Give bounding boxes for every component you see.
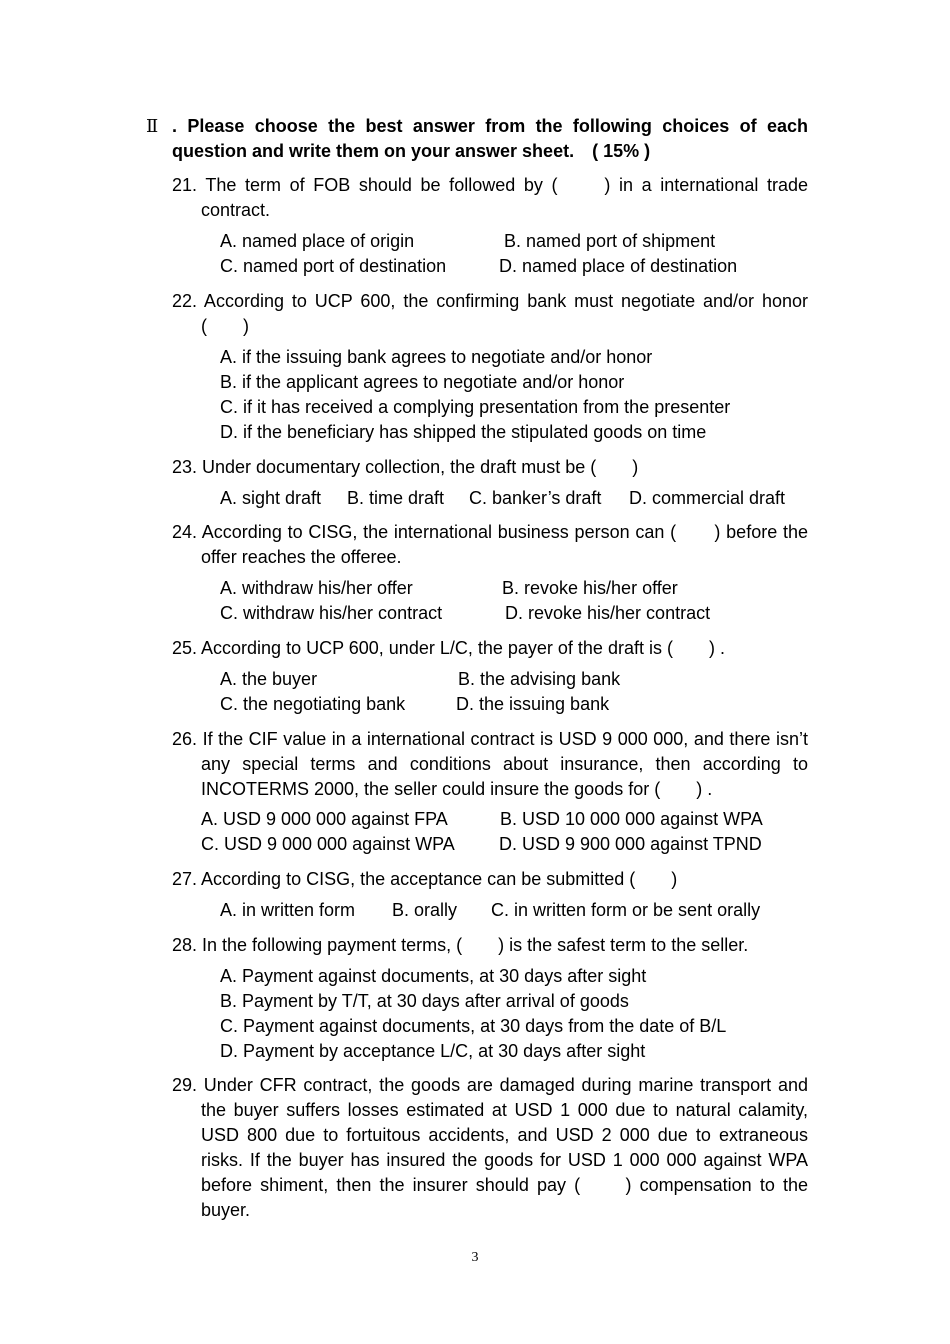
option-d: D. Payment by acceptance L/C, at 30 days after sight (220, 1041, 646, 1061)
question-29 (172, 1073, 808, 1223)
question-25 (172, 636, 808, 661)
option-a: A. if the issuing bank agrees to negotiate and/or honor (220, 347, 653, 367)
option-a: A. USD 9 000 000 against FPA (201, 809, 448, 829)
section-instructions: . Please choose the best answer from the following choices of each question and write them on your answer sheet. ( 15% ) (172, 116, 808, 161)
question-stem: 21. The term of FOB should be followed by ( ) in a international trade contract. (172, 175, 808, 220)
option-c: C. banker’s draft (469, 488, 602, 508)
option-c: C. USD 9 000 000 against WPA (201, 834, 455, 854)
option-a: A. named place of origin (220, 231, 415, 251)
option-c: C. the negotiating bank (220, 694, 406, 714)
question-stem: 24. According to CISG, the international business person can ( ) before the offer reaches the offeree. (172, 522, 808, 567)
question-stem: 28. In the following payment terms, ( ) is the safest term to the seller. (172, 935, 749, 955)
option-b: B. the advising bank (458, 669, 621, 689)
option-d: D. commercial draft (629, 488, 786, 508)
section-roman-numeral: Ⅱ (146, 116, 159, 137)
question-stem: 26. If the CIF value in a international contract is USD 9 000 000, and there isn’t any special terms and conditions about insurance, then according to INCOTERMS 2000, the seller could insure the goods for ( ) . (172, 729, 808, 799)
question-27 (172, 867, 808, 892)
option-d: D. revoke his/her contract (505, 603, 711, 623)
question-stem: 25. According to UCP 600, under L/C, the payer of the draft is ( ) . (172, 638, 725, 658)
option-b: B. named port of shipment (504, 231, 716, 251)
option-b: B. orally (392, 900, 458, 920)
option-b: B. Payment by T/T, at 30 days after arrival of goods (220, 991, 629, 1011)
option-c: C. Payment against documents, at 30 days from the date of B/L (220, 1016, 727, 1036)
question-24 (172, 520, 808, 570)
question-26 (172, 727, 808, 802)
question-23 (172, 455, 808, 480)
option-c: C. named port of destination (220, 256, 447, 276)
option-b: B. if the applicant agrees to negotiate and/or honor (220, 372, 625, 392)
option-d: D. named place of destination (499, 256, 738, 276)
option-a: A. withdraw his/her offer (220, 578, 413, 598)
question-stem: 23. Under documentary collection, the draft must be ( ) (172, 457, 639, 477)
option-a: A. the buyer (220, 669, 318, 689)
option-d: D. the issuing bank (456, 694, 610, 714)
option-d: D. if the beneficiary has shipped the stipulated goods on time (220, 422, 707, 442)
question-stem: 22. According to UCP 600, the confirming bank must negotiate and/or honor ( ) (172, 291, 808, 336)
option-c: C. in written form or be sent orally (491, 900, 761, 920)
question-stem: 27. According to CISG, the acceptance can be submitted ( ) (172, 869, 678, 889)
question-28 (172, 933, 808, 958)
option-b: B. revoke his/her offer (502, 578, 678, 598)
question-stem: 29. Under CFR contract, the goods are damaged during marine transport and the buyer suffers losses estimated at USD 1 000 due to natural calamity, USD 800 due to fortuitous accidents, and USD 2 000 due to extraneous risks. If the buyer has insured the goods for USD 1 000 000 against WPA before shiment, then the insurer should pay ( ) compensation to the buyer. (172, 1075, 808, 1220)
option-a: A. Payment against documents, at 30 days after sight (220, 966, 647, 986)
option-a: A. in written form (220, 900, 356, 920)
option-b: B. time draft (347, 488, 445, 508)
section-heading (146, 114, 808, 164)
question-22 (172, 289, 808, 339)
option-b: B. USD 10 000 000 against WPA (500, 809, 763, 829)
option-c: C. withdraw his/her contract (220, 603, 443, 623)
option-c: C. if it has received a complying presentation from the presenter (220, 397, 731, 417)
page-number: 3 (471, 1250, 479, 1265)
option-d: D. USD 9 900 000 against TPND (499, 834, 762, 854)
option-a: A. sight draft (220, 488, 322, 508)
question-21 (172, 173, 808, 223)
